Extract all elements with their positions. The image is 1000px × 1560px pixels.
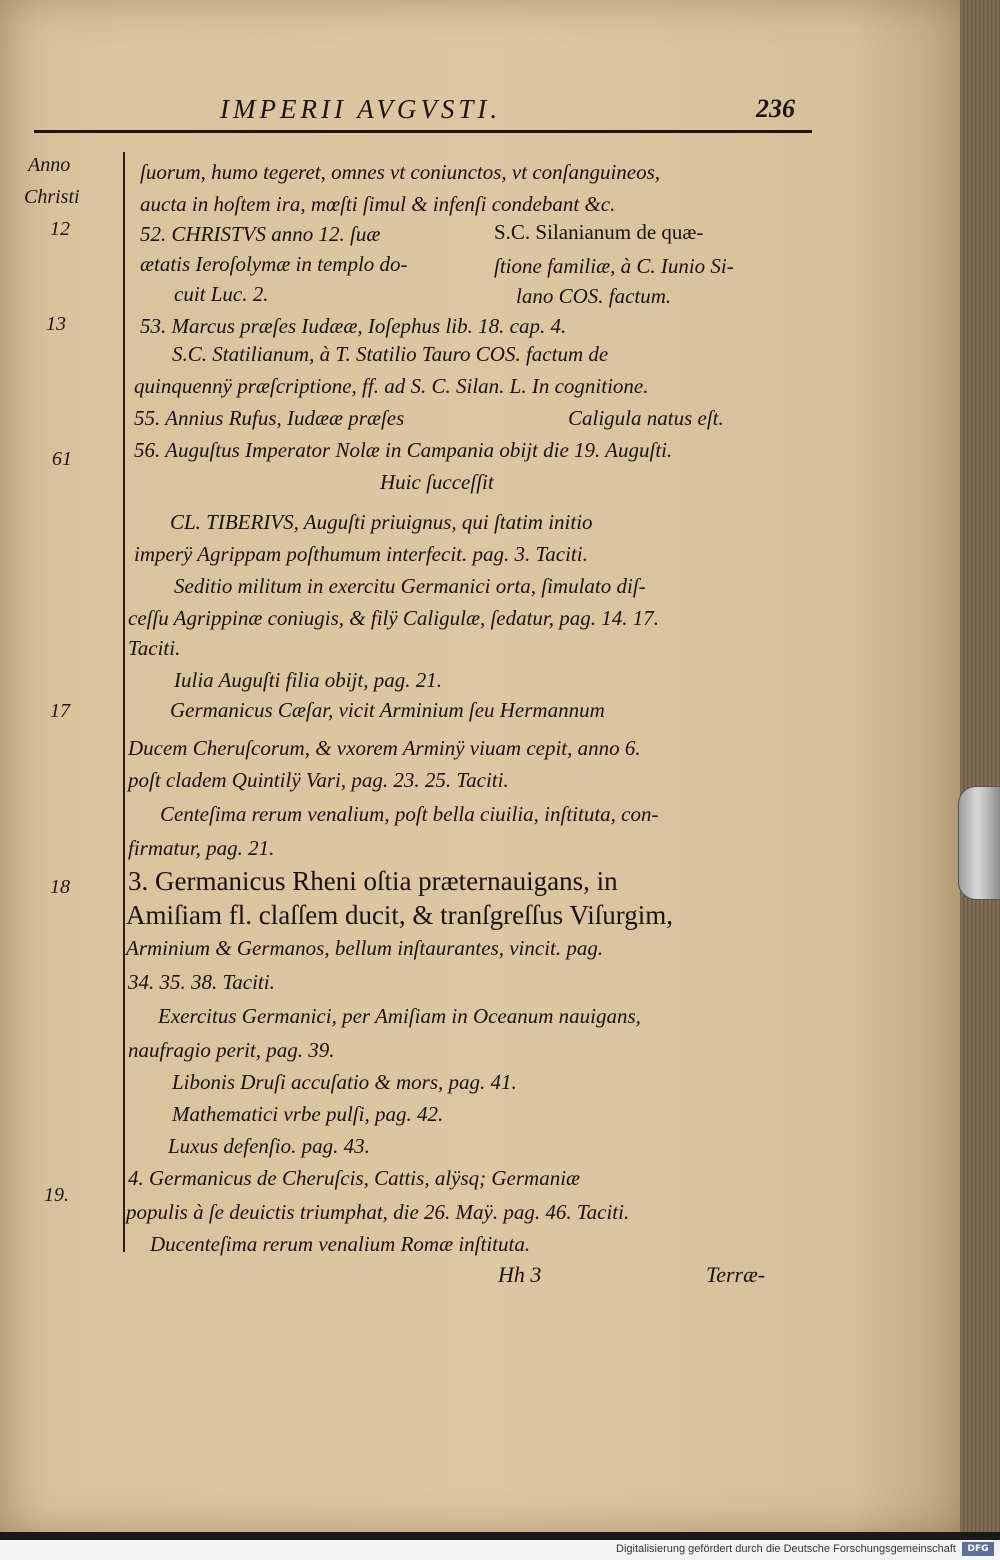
text-line: Huic ſucceſſit	[380, 470, 494, 494]
text-line: Ducenteſima rerum venalium Romæ inſtituta.	[150, 1232, 531, 1256]
text-line: Caligula natus eſt.	[568, 406, 724, 430]
text-line: 52. CHRISTVS anno 12. ſuæ	[140, 222, 381, 246]
text-line: populis à ſe deuictis triumphat, die 26. Maÿ. pag. 46. Taciti.	[126, 1200, 630, 1224]
text-line: aucta in hoſtem ira, mœſti ſimul & infenſi condebant &c.	[140, 192, 616, 216]
text-line: poſt cladem Quintilÿ Vari, pag. 23. 25. Taciti.	[128, 768, 509, 792]
text-line: cuit Luc. 2.	[174, 282, 269, 306]
text-line: lano COS. factum.	[516, 284, 672, 308]
text-line: imperÿ Agrippam poſthumum interfecit. pag. 3. Taciti.	[134, 542, 588, 566]
text-line: naufragio perit, pag. 39.	[128, 1038, 335, 1062]
text-line: 4. Germanicus de Cheruſcis, Cattis, alÿsq; Germaniæ	[128, 1166, 581, 1190]
footer-credit: Digitalisierung gefördert durch die Deutsche Forschungsgemeinschaft	[616, 1543, 956, 1555]
text-line: ſtione familiæ, à C. Iunio Si-	[494, 254, 734, 278]
text-line: Mathematici vrbe pulſi, pag. 42.	[172, 1102, 444, 1126]
margin-year: 61	[52, 448, 72, 470]
page-edges	[960, 0, 1000, 1532]
margin-year: 13	[46, 313, 66, 335]
text-line: 3. Germanicus Rheni oſtia prӕternauigans, in	[128, 866, 618, 896]
text-line: Taciti.	[128, 636, 181, 660]
margin-year: 19.	[44, 1184, 69, 1206]
margin-year: 12	[50, 218, 70, 240]
text-line: Amiſiam fl. claſſem ducit, & tranſgreſſus Viſurgim,	[126, 900, 674, 930]
book-clasp	[958, 786, 1000, 900]
text-line: quinquennÿ præſcriptione, ff. ad S. C. Silan. L. In cognitione.	[134, 374, 649, 398]
dfg-logo: DFG	[962, 1542, 994, 1556]
text-line: Centeſima rerum venalium, poſt bella ciuilia, inſtituta, con-	[160, 802, 659, 826]
text-line: Germanicus Cæſar, vicit Arminium ſeu Hermannum	[170, 698, 605, 722]
running-head: IMPERII AVGVSTI.	[220, 94, 502, 124]
catchword: Terræ-	[706, 1262, 766, 1287]
text-line: ætatis Ieroſolymæ in templo do-	[140, 252, 408, 276]
margin-anno: Anno	[28, 154, 71, 176]
footer-bar	[0, 1540, 1000, 1560]
text-line: Ducem Cheruſcorum, & vxorem Arminÿ viuam cepit, anno 6.	[128, 736, 641, 760]
text-line: Exercitus Germanici, per Amiſiam in Oceanum nauigans,	[158, 1004, 641, 1028]
margin-year: 17	[50, 700, 70, 722]
margin-year: 18	[50, 876, 70, 898]
margin-christi: Christi	[24, 186, 80, 208]
signature-mark: Hh 3	[498, 1262, 542, 1287]
text-line: firmatur, pag. 21.	[128, 836, 275, 860]
text-line: S.C. Silanianum de quæ-	[494, 220, 704, 244]
text-line: Luxus defenſio. pag. 43.	[168, 1134, 370, 1158]
text-line: 34. 35. 38. Taciti.	[128, 970, 275, 994]
text-line: ſuorum, humo tegeret, omnes vt coniunctos, vt conſanguineos,	[140, 160, 661, 184]
text-line: Iulia Auguſti filia obijt, pag. 21.	[174, 668, 442, 692]
text-line: S.C. Statilianum, à T. Statilio Tauro COS. factum de	[172, 342, 609, 366]
text-line: 53. Marcus præſes Iudææ, Ioſephus lib. 18. cap. 4.	[140, 314, 567, 338]
text-line: Libonis Druſi accuſatio & mors, pag. 41.	[172, 1070, 517, 1094]
header-rule	[34, 130, 812, 133]
text-line: CL. TIBERIVS, Auguſti priuignus, qui ſtatim initio	[170, 510, 593, 534]
text-line: ceſſu Agrippinæ coniugis, & filÿ Caligulæ, ſedatur, pag. 14. 17.	[128, 606, 660, 630]
text-line: 56. Auguſtus Imperator Nolæ in Campania obijt die 19. Auguſti.	[134, 438, 673, 462]
text-line: Seditio militum in exercitu Germanici orta, ſimulato diſ-	[174, 574, 646, 598]
text-line: 55. Annius Rufus, Iudææ præſes	[134, 406, 405, 430]
margin-rule	[123, 152, 125, 1252]
text-line: Arminium & Germanos, bellum inſtaurantes, vincit. pag.	[126, 936, 604, 960]
page-number: 236	[756, 94, 795, 123]
